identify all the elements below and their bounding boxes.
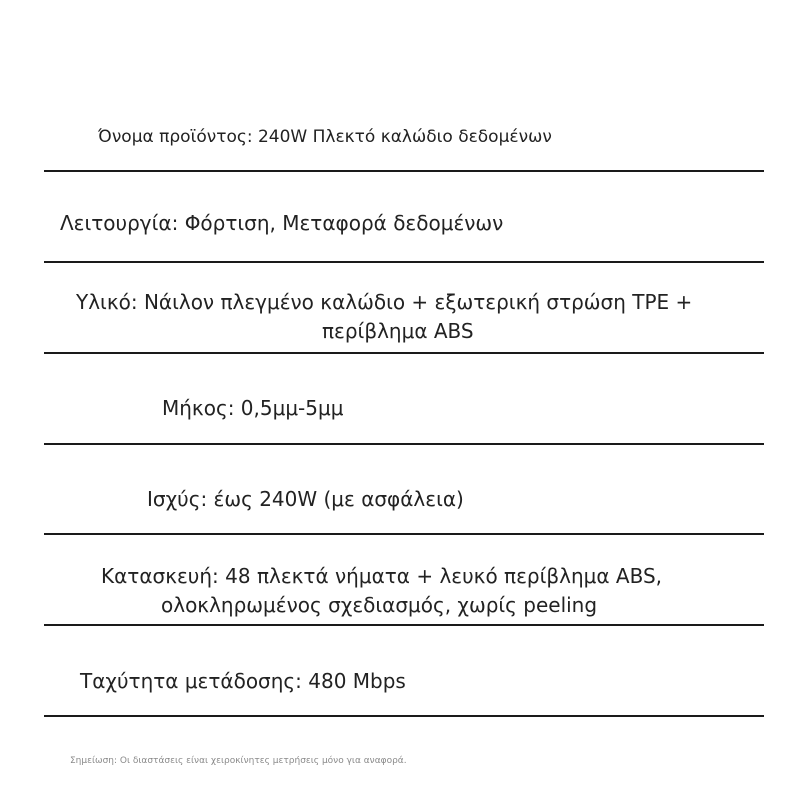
spec-speed: Ταχύτητα μετάδοσης: 480 Mbps [80, 669, 406, 693]
spec-length: Μήκος: 0,5μμ-5μμ [162, 396, 344, 420]
divider [44, 261, 764, 263]
spec-function: Λειτουργία: Φόρτιση, Μεταφορά δεδομένων [60, 211, 504, 235]
spec-material-line-2: περίβλημα ABS [322, 319, 474, 343]
spec-power: Ισχύς: έως 240W (με ασφάλεια) [147, 487, 464, 511]
divider [44, 170, 764, 172]
divider [44, 443, 764, 445]
divider [44, 715, 764, 717]
divider [44, 352, 764, 354]
measurement-note: Σημείωση: Οι διαστάσεις είναι χειροκίνητες μετρήσεις μόνο για αναφορά. [70, 756, 407, 766]
spec-construction-line-1: Κατασκευή: 48 πλεκτά νήματα + λευκό περίβλημα ABS, [101, 564, 663, 588]
spec-material-line-1: Υλικό: Νάιλον πλεγμένο καλώδιο + εξωτερική στρώση TPE + [76, 290, 693, 314]
divider [44, 533, 764, 535]
divider [44, 624, 764, 626]
spec-construction-line-2: ολοκληρωμένος σχεδιασμός, χωρίς peeling [161, 593, 598, 617]
spec-product-name: Όνομα προϊόντος: 240W Πλεκτό καλώδιο δεδομένων [98, 127, 552, 147]
